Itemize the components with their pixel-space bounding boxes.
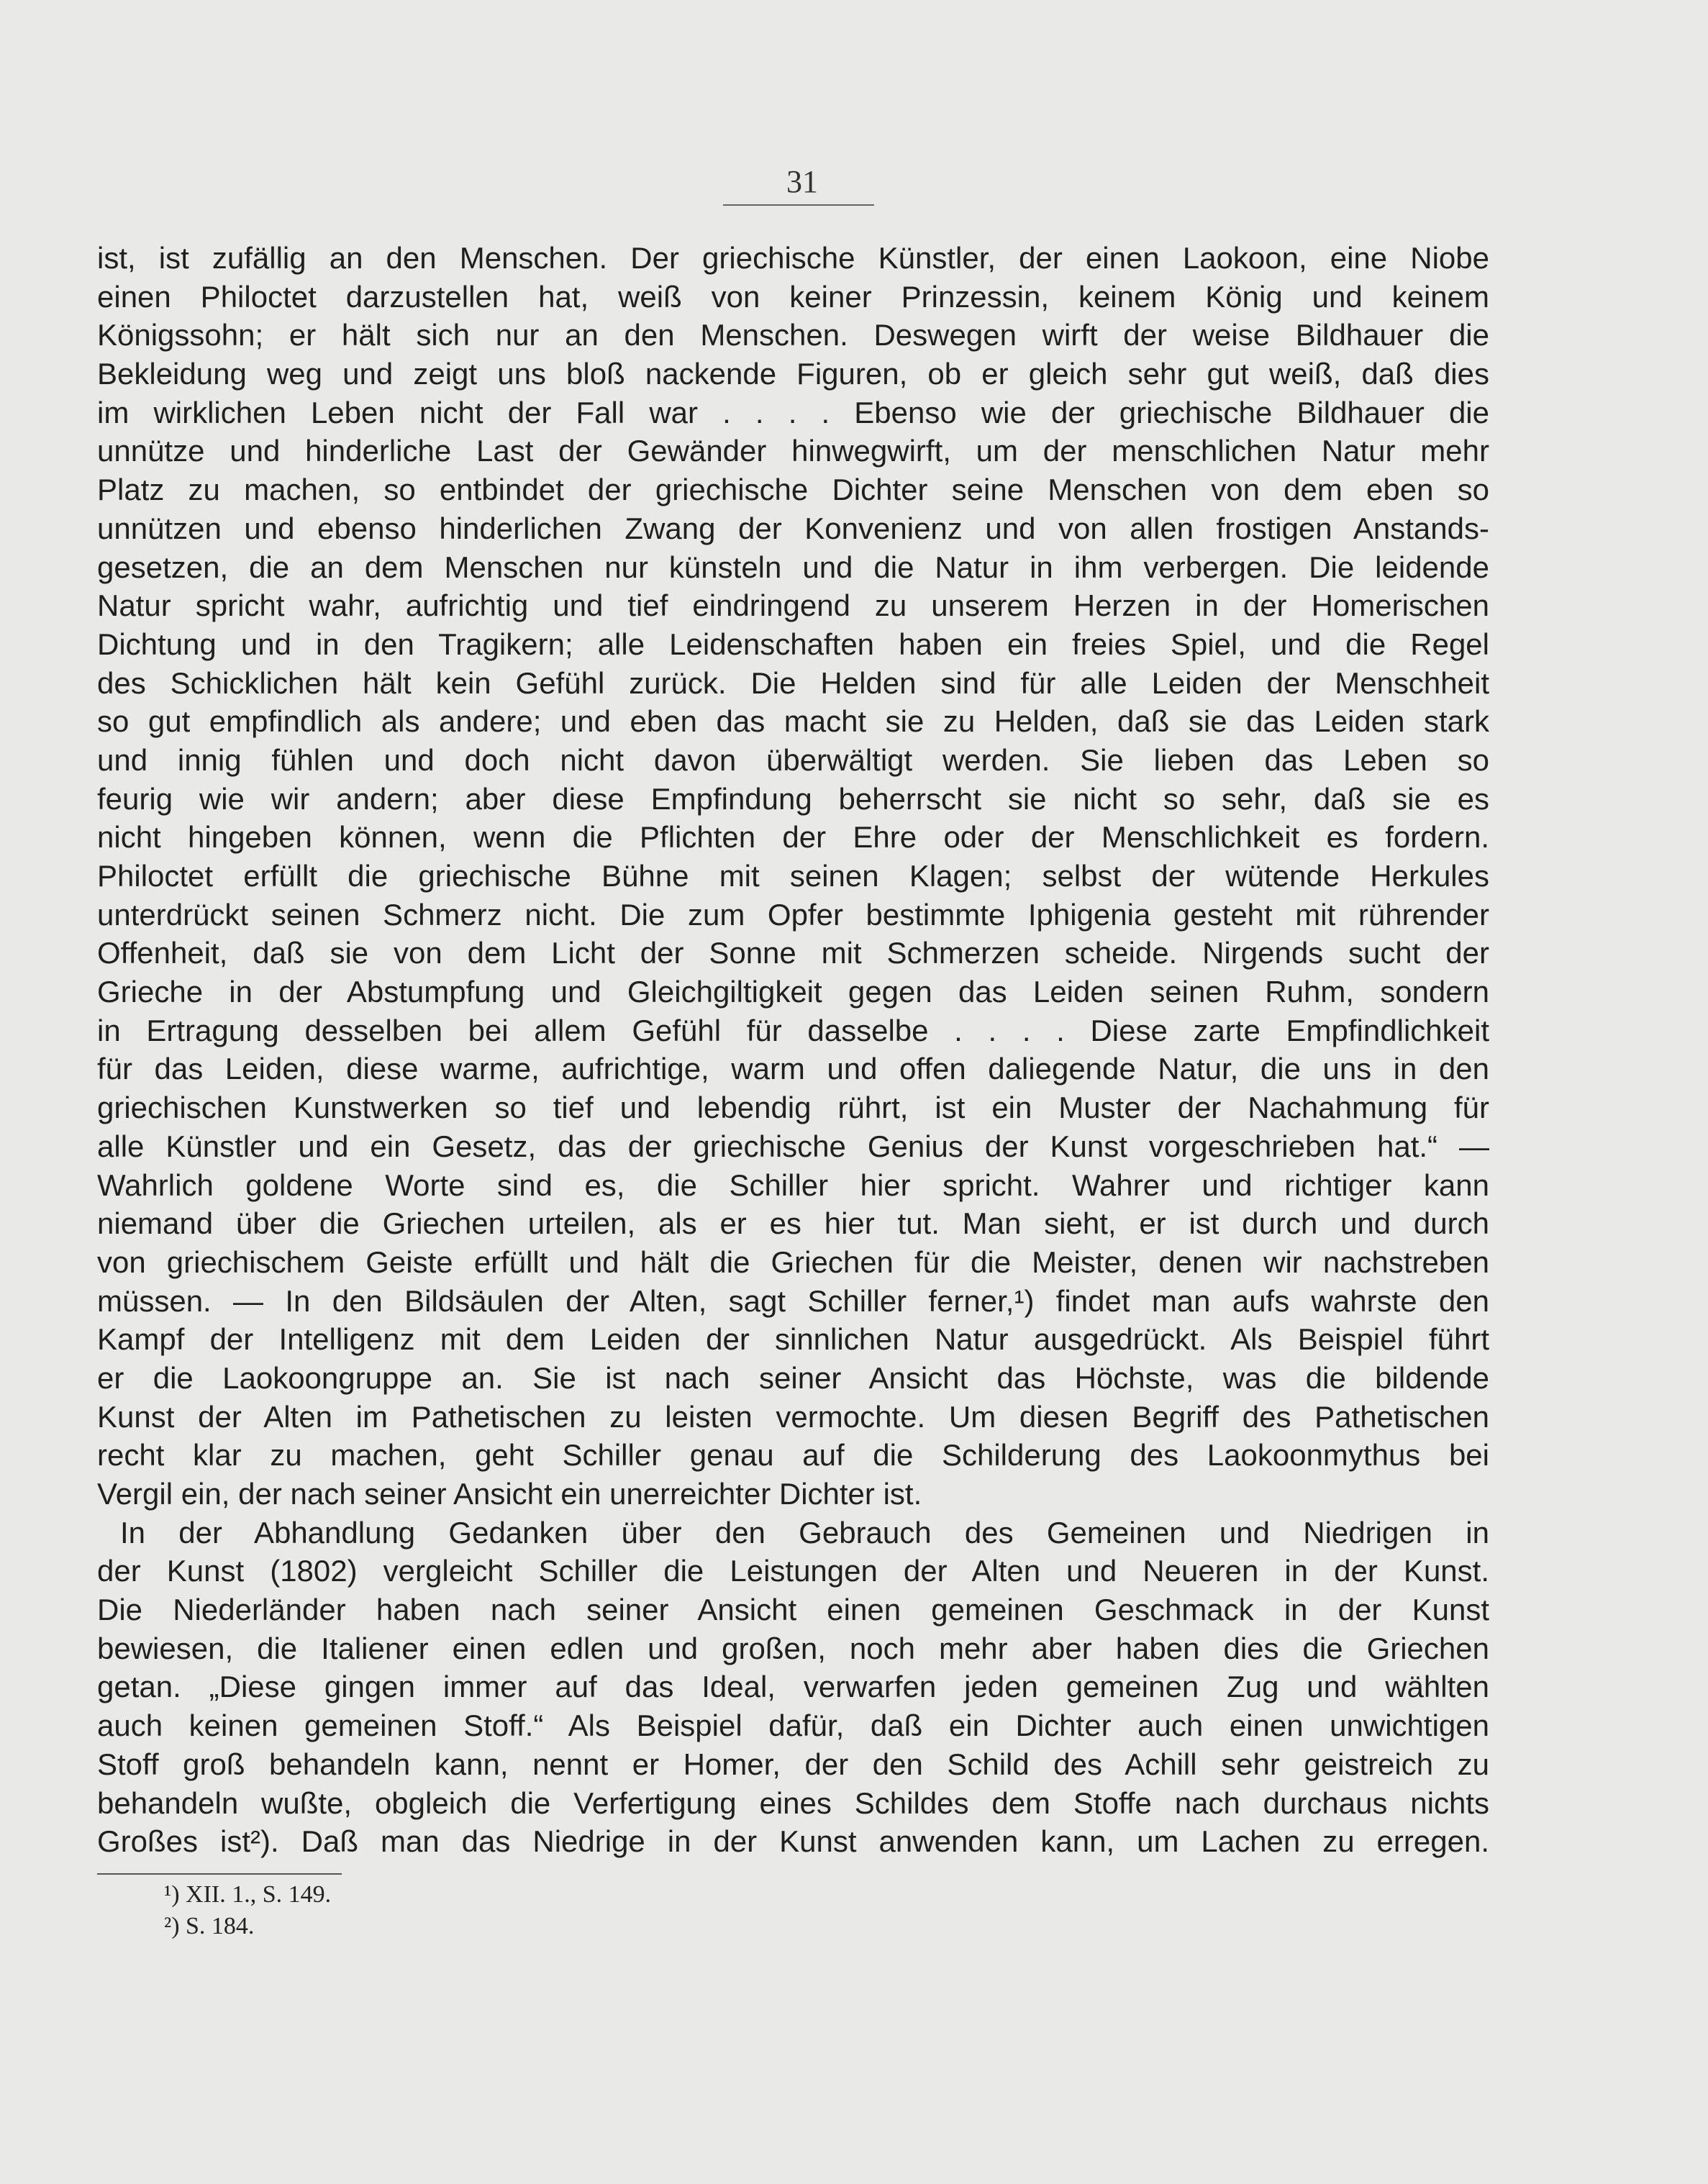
paragraph-start-line: In der Abhandlung Gedanken über den Gebrauch des Gemeinen und Niedrigen in (120, 1515, 1489, 1550)
text-line: der Kunst (1802) vergleicht Schiller die Leistungen der Alten und Neueren in der Kunst. (97, 1554, 1489, 1588)
text-line: griechischen Kunstwerken so tief und lebendig rührt, ist ein Muster der Nachahmung für (97, 1091, 1489, 1125)
text-line: auch keinen gemeinen Stoff.“ Als Beispiel dafür, daß ein Dichter auch einen unwichtigen (97, 1708, 1489, 1743)
text-line: im wirklichen Leben nicht der Fall war . . . . Ebenso wie der griechische Bildhauer die (97, 395, 1489, 429)
text-line: bewiesen, die Italiener einen edlen und großen, noch mehr aber haben dies die Griechen (97, 1631, 1489, 1665)
text-line: müssen. — In den Bildsäulen der Alten, sagt Schiller ferner,¹) findet man aufs wahrste den (97, 1283, 1489, 1318)
body-text (97, 239, 1489, 1861)
text-line: unnützen und ebenso hinderlichen Zwang der Konvenienz und von allen frostigen Anstands- (97, 511, 1489, 545)
text-line: Platz zu machen, so entbindet der griechische Dichter seine Menschen von dem eben so (97, 473, 1489, 507)
text-line: Offenheit, daß sie von dem Licht der Sonne mit Schmerzen scheide. Nirgends sucht der (97, 936, 1489, 970)
text-line: Kunst der Alten im Pathetischen zu leisten vermochte. Um diesen Begriff des Pathetischen (97, 1399, 1489, 1434)
text-line: gesetzen, die an dem Menschen nur künsteln und die Natur in ihm verbergen. Die leidende (97, 550, 1489, 584)
text-line: unterdrückt seinen Schmerz nicht. Die zum Opfer bestimmte Iphigenia gesteht mit rührender (97, 897, 1489, 932)
text-line: ist, ist zufällig an den Menschen. Der griechische Künstler, der einen Laokoon, eine Niobe (97, 241, 1489, 275)
text-line: niemand über die Griechen urteilen, als er es hier tut. Man sieht, er ist durch und durch (97, 1206, 1489, 1241)
text-line: unnütze und hinderliche Last der Gewänder hinwegwirft, um der menschlichen Natur mehr (97, 434, 1489, 468)
text-line: so gut empfindlich als andere; und eben das macht sie zu Helden, daß sie das Leiden stark (97, 704, 1489, 739)
text-line: Grieche in der Abstumpfung und Gleichgiltigkeit gegen das Leiden seinen Ruhm, sondern (97, 975, 1489, 1009)
page-number: 31 (786, 164, 818, 199)
paragraph-end-line: Vergil ein, der nach seiner Ansicht ein unerreichter Dichter ist. (97, 1477, 922, 1511)
text-line: behandeln wußte, obgleich die Verfertigung eines Schildes dem Stoffe nach durchaus nichts (97, 1785, 1489, 1820)
footnote-2: ²) S. 184. (164, 1913, 255, 1939)
text-line: recht klar zu machen, geht Schiller genau auf die Schilderung des Laokoonmythus bei (97, 1438, 1489, 1473)
text-line: feurig wie wir andern; aber diese Empfindung beherrscht sie nicht so sehr, daß sie es (97, 781, 1489, 816)
text-line: Stoff groß behandeln kann, nennt er Homer, der den Schild des Achill sehr geistreich zu (97, 1747, 1489, 1781)
text-line: in Ertragung desselben bei allem Gefühl für dasselbe . . . . Diese zarte Empfindlichkeit (97, 1013, 1489, 1047)
footnote-rule (97, 1873, 342, 1875)
text-line: und innig fühlen und doch nicht davon überwältigt werden. Sie lieben das Leben so (97, 742, 1489, 777)
text-line: alle Künstler und ein Gesetz, das der griechische Genius der Kunst vorgeschrieben hat.“ — (97, 1129, 1489, 1163)
text-line: Bekleidung weg und zeigt uns bloß nackende Figuren, ob er gleich sehr gut weiß, daß dies (97, 357, 1489, 391)
text-line: er die Laokoongruppe an. Sie ist nach seiner Ansicht das Höchste, was die bildende (97, 1360, 1489, 1395)
text-line: für das Leiden, diese warme, aufrichtige, warm und offen daliegende Natur, die uns in den (97, 1052, 1489, 1086)
text-line: Königssohn; er hält sich nur an den Menschen. Deswegen wirft der weise Bildhauer die (97, 318, 1489, 352)
footnote-1: ¹) XII. 1., S. 149. (164, 1881, 332, 1908)
text-line: Großes ist²). Daß man das Niedrige in der Kunst anwenden kann, um Lachen zu erregen. (97, 1824, 1489, 1859)
page-number-rule (723, 204, 874, 206)
text-line: des Schicklichen hält kein Gefühl zurück. Die Helden sind für alle Leiden der Menschheit (97, 665, 1489, 700)
text-line: Philoctet erfüllt die griechische Bühne mit seinen Klagen; selbst der wütende Herkules (97, 859, 1489, 893)
text-line: nicht hingeben können, wenn die Pflichten der Ehre oder der Menschlichkeit es fordern. (97, 820, 1489, 855)
text-line: von griechischem Geiste erfüllt und hält die Griechen für die Meister, denen wir nachstreben (97, 1245, 1489, 1279)
text-line: Natur spricht wahr, aufrichtig und tief eindringend zu unserem Herzen in der Homerischen (97, 588, 1489, 623)
text-line: Kampf der Intelligenz mit dem Leiden der sinnlichen Natur ausgedrückt. Als Beispiel führt (97, 1322, 1489, 1357)
text-line: einen Philoctet darzustellen hat, weiß von keiner Prinzessin, keinem König und keinem (97, 279, 1489, 314)
text-line: Wahrlich goldene Worte sind es, die Schiller hier spricht. Wahrer und richtiger kann (97, 1168, 1489, 1202)
text-line: Dichtung und in den Tragikern; alle Leidenschaften haben ein freies Spiel, und die Regel (97, 627, 1489, 661)
text-line: getan. „Diese gingen immer auf das Ideal, verwarfen jeden gemeinen Zug und wählten (97, 1670, 1489, 1704)
footnotes (164, 1879, 668, 1942)
text-line: Die Niederländer haben nach seiner Ansicht einen gemeinen Geschmack in der Kunst (97, 1593, 1489, 1627)
